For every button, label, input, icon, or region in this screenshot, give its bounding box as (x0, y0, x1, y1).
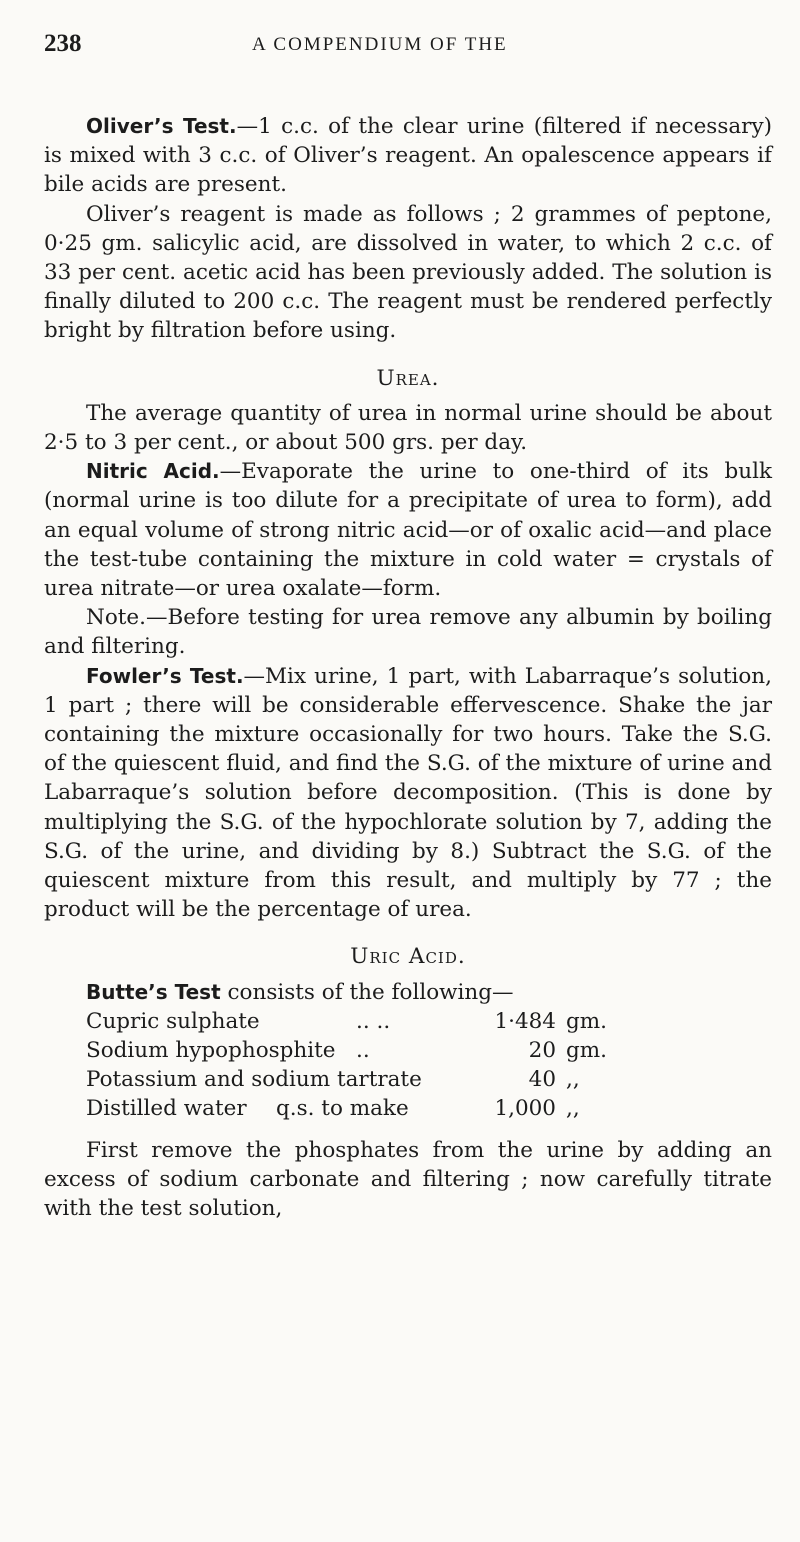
ingredient-name: Sodium hypophosphite (86, 1038, 336, 1064)
uric-acid-instructions: First remove the phosphates from the urine by adding an excess of sodium carbonate and filtering ; now carefully titrate with the test solution, (44, 1137, 772, 1222)
ingredient-quantity: 40 (528, 1067, 556, 1093)
urea-heading: Urea. (376, 365, 440, 391)
ingredient-leader: q.s. to make (276, 1096, 409, 1122)
buttes-test-paragraph (44, 978, 772, 1007)
olivers-test-title: Oliver’s Test. (86, 114, 237, 138)
buttes-test-title: Butte’s Test (86, 979, 221, 1004)
olivers-test-paragraph (44, 112, 772, 200)
ingredient-unit: ,, (566, 1096, 580, 1122)
ingredient-row (86, 1094, 772, 1123)
ingredient-leader: .. (356, 1038, 370, 1064)
ingredient-table (86, 1007, 772, 1124)
page-number: 238 (44, 30, 82, 57)
fowlers-test-title: Fowler’s Test. (86, 663, 244, 688)
ingredient-name: Distilled water (86, 1096, 247, 1122)
page-header (44, 30, 774, 70)
ingredient-quantity: 20 (528, 1038, 556, 1064)
ingredient-name: Potassium and sodium tartrate (86, 1067, 422, 1093)
note-paragraph: Note.—Before testing for urea remove any albumin by boiling and filtering. (44, 605, 772, 660)
nitric-acid-title: Nitric Acid. (86, 459, 220, 484)
buttes-test-text: consists of the following— (220, 979, 514, 1005)
ingredient-unit: gm. (566, 1038, 607, 1064)
running-head: A COMPENDIUM OF THE (252, 34, 508, 55)
ingredient-name: Cupric sulphate (86, 1008, 260, 1034)
ingredient-quantity: 1,000 (494, 1096, 556, 1122)
ingredient-unit: ,, (566, 1067, 580, 1093)
fowlers-test-paragraph (44, 662, 772, 925)
ingredient-leader: .. .. (356, 1008, 391, 1034)
urea-intro-paragraph: The average quantity of urea in normal urine should be about 2·5 to 3 per cent., or about 500 grs. per day. (44, 400, 772, 456)
olivers-reagent-paragraph: Oliver’s reagent is made as follows ; 2 grammes of peptone, 0·25 gm. salicylic acid, are dissolved in water, to which 2 c.c. of 33 per cent. acetic acid has been previously added. The solution is finally diluted to 200 c.c. The reagent must be rendered perfectly bright by filtration before using. (44, 201, 772, 344)
ingredient-row (86, 1007, 772, 1036)
page-body (44, 112, 772, 1223)
nitric-acid-paragraph (44, 457, 772, 603)
ingredient-row (86, 1065, 772, 1094)
ingredient-row (86, 1036, 772, 1065)
nitric-acid-text: —Evaporate the urine to one-third of its bulk (normal urine is too dilute for a precipitate of urea to form), add an equal volume of strong nitric acid—or of oxalic acid—and place the test-tube containing the mixture in cold water = crystals of urea nitrate—or urea oxalate—form. (44, 459, 772, 602)
ingredient-unit: gm. (566, 1008, 607, 1034)
uric-acid-heading: Uric Acid. (350, 944, 466, 970)
fowlers-test-text: —Mix urine, 1 part, with Labarraque’s solution, 1 part ; there will be considerable effervescence. Shake the jar containing the mixture occasionally for two hours. Take the S.G. of the quiescent fluid, and find the S.G. of the mixture of urine and Labarraque’s solution before decomposition. (This is done by multiplying the S.G. of the hypochlorate solution by 7, adding the S.G. of the urine, and dividing by 8.) Subtract the S.G. of the quiescent mixture from this result, and multiply by 77 ; the product will be the percentage of urea. (44, 663, 772, 923)
olivers-test-text: —1 c.c. of the clear urine (filtered if necessary) is mixed with 3 c.c. of Oliver’s reagent. An opalescence appears if bile acids are present. (44, 114, 772, 198)
ingredient-quantity: 1·484 (494, 1008, 556, 1034)
